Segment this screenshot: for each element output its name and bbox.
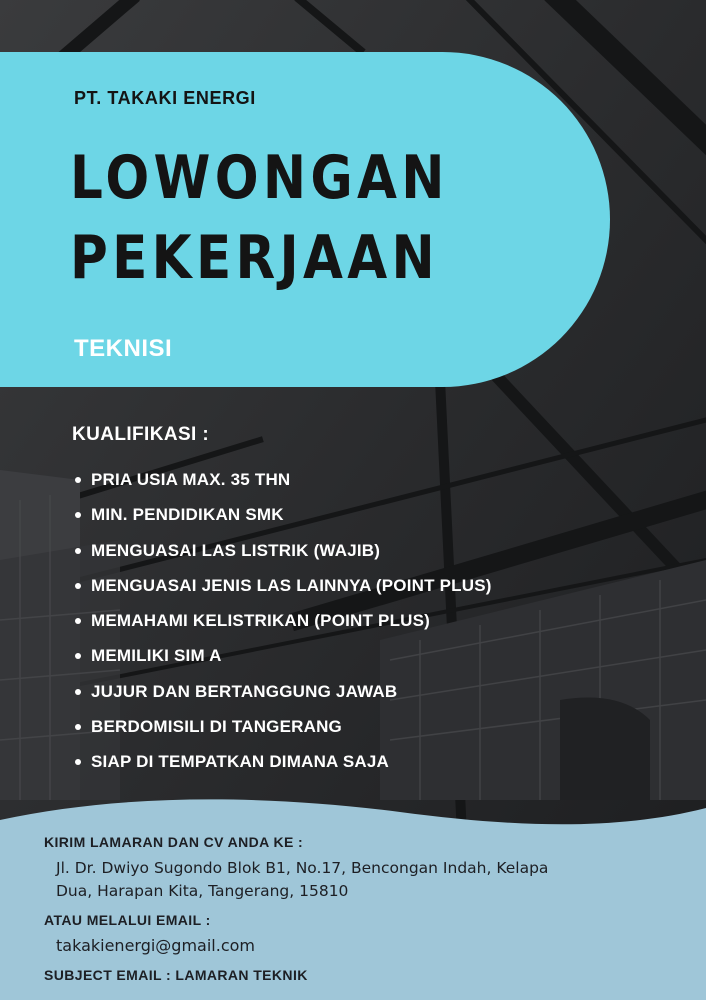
qualification-item: MEMILIKI SIM A [75,638,492,673]
address-line-2: Dua, Harapan Kita, Tangerang, 15810 [56,882,349,900]
email-subject: SUBJECT EMAIL : LAMARAN TEKNIK [44,967,308,983]
send-application-heading: KIRIM LAMARAN DAN CV ANDA KE : [44,834,304,850]
qualification-item: MENGUASAI LAS LISTRIK (WAJIB) [75,533,492,568]
qualification-item: BERDOMISILI DI TANGERANG [75,709,492,744]
qualification-item: JUJUR DAN BERTANGGUNG JAWAB [75,674,492,709]
qualification-item: MIN. PENDIDIKAN SMK [75,497,492,532]
address-line-1: Jl. Dr. Dwiyo Sugondo Blok B1, No.17, Bencongan Indah, Kelapa [56,859,549,877]
qualifications-heading: KUALIFIKASI : [72,424,210,445]
company-address [56,857,656,903]
qualification-item: MENGUASAI JENIS LAS LAINNYA (POINT PLUS) [75,568,492,603]
page-title [70,138,449,298]
qualification-item: SIAP DI TEMPATKAN DIMANA SAJA [75,744,492,779]
title-line-2: PEKERJAAN [70,223,439,293]
job-position: TEKNISI [74,335,173,362]
qualification-item: PRIA USIA MAX. 35 THN [75,462,492,497]
company-name: PT. TAKAKI ENERGI [74,88,256,108]
qualifications-list [75,462,492,780]
email-heading: ATAU MELALUI EMAIL : [44,912,211,928]
qualification-item: MEMAHAMI KELISTRIKAN (POINT PLUS) [75,603,492,638]
contact-email: takakienergi@gmail.com [56,936,255,955]
title-line-1: LOWONGAN [70,143,449,213]
